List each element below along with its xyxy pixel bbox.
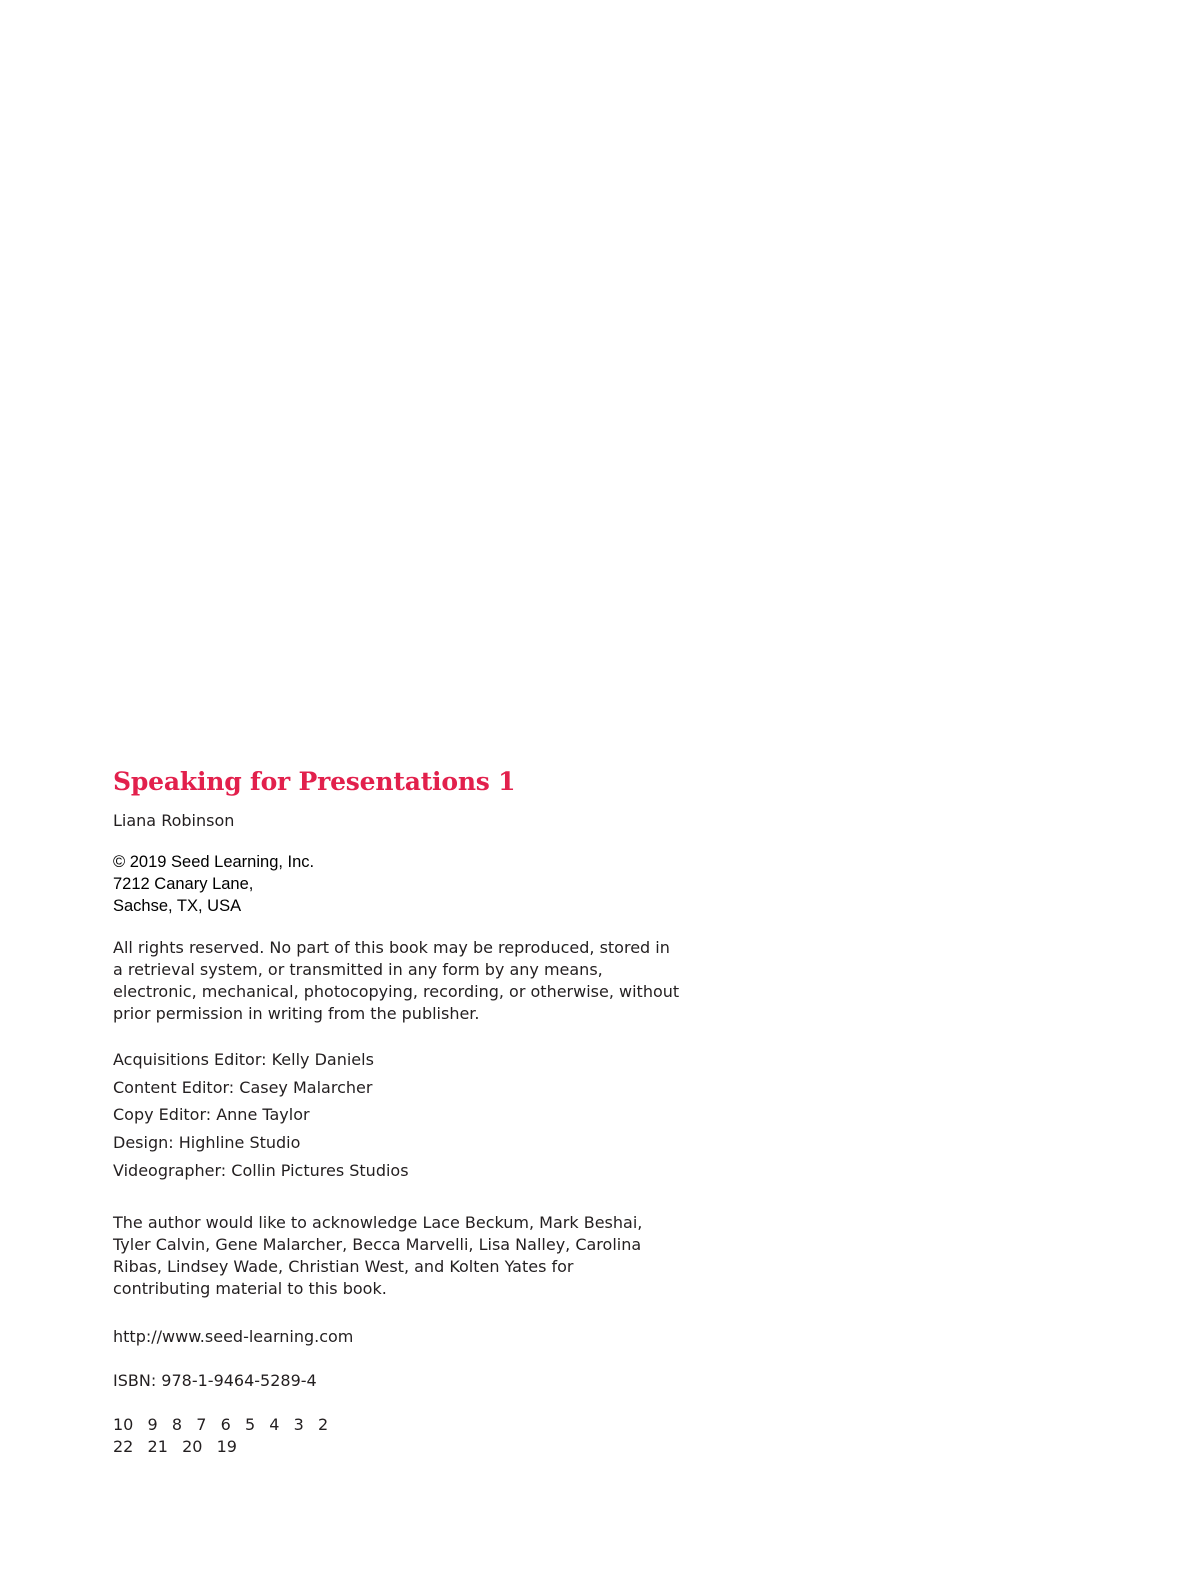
- credit-acquisitions-editor: Acquisitions Editor: Kelly Daniels: [113, 1050, 374, 1069]
- credit-videographer: Videographer: Collin Pictures Studios: [113, 1160, 409, 1180]
- printing-years: 22 21 20 19: [113, 1436, 237, 1456]
- publisher-address: [113, 851, 693, 917]
- credit-design: Design: Highline Studio: [113, 1133, 301, 1153]
- credit-content-editor: Content Editor: Casey Malarcher: [113, 1077, 373, 1097]
- printing-line: [113, 1414, 693, 1458]
- address-city: Sachse, TX, USA: [113, 897, 242, 915]
- acknowledgement-text: The author would like to acknowledge Lace Beckum, Mark Beshai, Tyler Calvin, Gene Malarcher, Becca Marvelli, Lisa Nalley, Carolina Ribas, Lindsey Wade, Christian West, and Kolten Yates for contributing material to this book.: [113, 1212, 643, 1298]
- printing-numbers: 10 9 8 7 6 5 4 3 2: [113, 1414, 329, 1434]
- credits-list: [113, 1046, 693, 1185]
- website-url: http://www.seed-learning.com: [113, 1326, 354, 1346]
- credit-copy-editor: Copy Editor: Anne Taylor: [113, 1105, 310, 1125]
- copyright-block: [113, 763, 693, 1458]
- rights-statement: All rights reserved. No part of this book may be reproduced, stored in a retrieval system, or transmitted in any form by any means, electronic, mechanical, photocopying, recording, or otherwise, without prior permission in writing from the publisher.: [113, 938, 680, 1023]
- isbn-number: ISBN: 978-1-9464-5289-4: [113, 1370, 317, 1390]
- address-street: 7212 Canary Lane,: [113, 875, 254, 893]
- book-title: Speaking for Presentations 1: [113, 767, 516, 796]
- copyright-notice: © 2019 Seed Learning, Inc.: [113, 853, 315, 871]
- author-name: Liana Robinson: [113, 811, 235, 830]
